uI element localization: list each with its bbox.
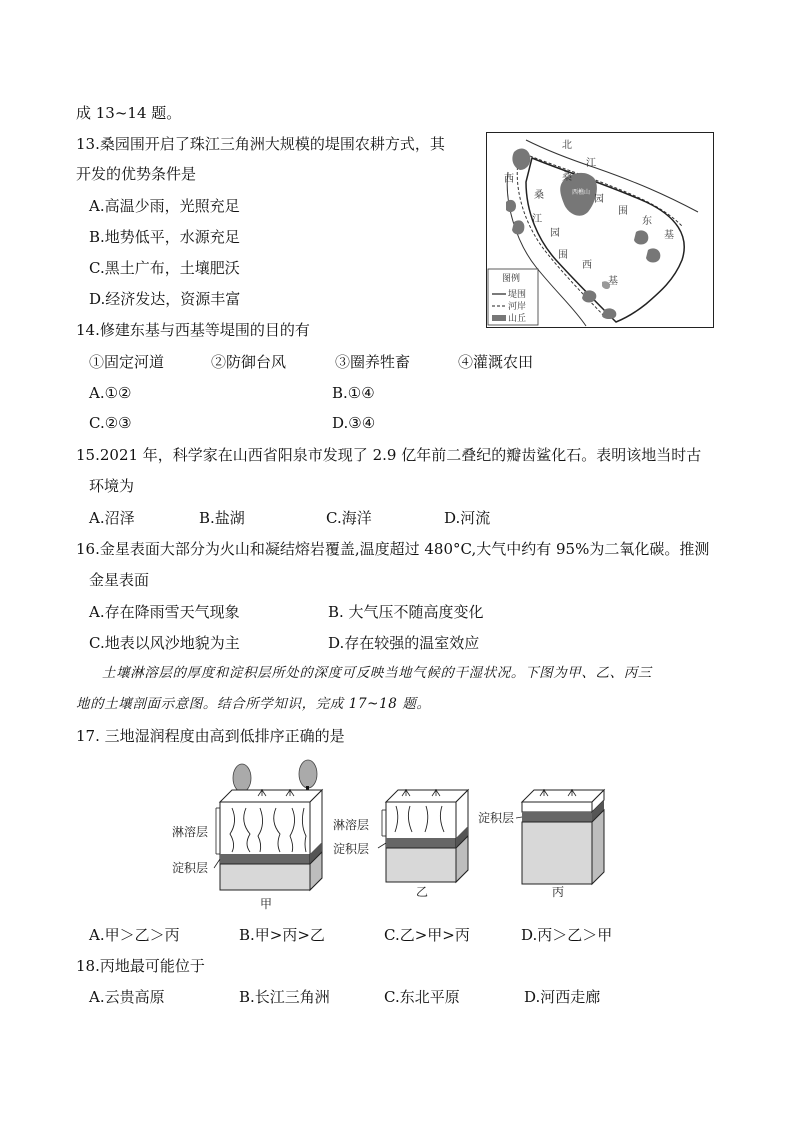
q15-option-b: B.盐湖 (199, 509, 245, 527)
map-label-sang-west: 桑 (534, 190, 544, 201)
legend-dike: 堤围 (508, 290, 527, 300)
q18-option-d: D.河西走廊 (524, 988, 601, 1006)
soil-caption-jia: 甲 (260, 897, 273, 911)
map-label-ji-south: 基 (608, 276, 618, 287)
q16-option-c: C.地表以风沙地貌为主 (89, 634, 240, 652)
q14-option-a: A.①② (89, 384, 132, 402)
q17-option-d: D.丙＞乙＞甲 (521, 926, 613, 944)
legend-bank: 河岸 (508, 302, 527, 312)
q13-option-d: D.经济发达，资源丰富 (89, 290, 241, 308)
material-line1: 土壤淋溶层的厚度和淀积层所处的深度可反映当地气候的干湿状况。下图为甲、乙、丙三 (102, 665, 652, 681)
soil-block-yi (333, 789, 468, 899)
yi-deposit-label: 淀积层 (333, 842, 370, 856)
jia-leaching-label: 淋溶层 (172, 825, 209, 839)
q14-item-1: ①固定河道 (89, 353, 165, 371)
q13-stem-line1: 13.桑园围开启了珠江三角洲大规模的堤围农耕方式，其 (76, 135, 445, 153)
q14-item-3: ③圈养牲畜 (335, 353, 411, 371)
q14-stem: 14.修建东基与西基等堤围的目的有 (76, 321, 310, 339)
q16-option-b: B. 大气压不随高度变化 (328, 603, 484, 621)
q15-option-d: D.河流 (444, 509, 491, 527)
yi-leaching-label: 淋溶层 (333, 818, 370, 832)
q15-option-c: C.海洋 (326, 509, 372, 527)
q13-option-b: B.地势低平，水源充足 (89, 228, 240, 246)
q14-item-2: ②防御台风 (211, 353, 287, 371)
map-label-xi-south: 西 (582, 260, 592, 271)
map-label-dong: 东 (642, 216, 652, 227)
q17-stem: 17. 三地湿润程度由高到低排序正确的是 (76, 727, 345, 745)
q13-option-c: C.黑土广布，土壤肥沃 (89, 259, 240, 277)
soil-caption-bing: 丙 (552, 885, 565, 899)
q18-option-c: C.东北平原 (384, 988, 460, 1006)
q15-option-a: A.沼泽 (89, 509, 135, 527)
q15-stem-line2: 环境为 (89, 477, 135, 495)
jia-deposit-label: 淀积层 (172, 861, 209, 875)
q14-item-4: ④灌溉农田 (458, 353, 534, 371)
q15-stem-line1: 15.2021 年，科学家在山西省阳泉市发现了 2.9 亿年前二叠纪的瓣齿鲨化石。表明该地当时古 (76, 446, 702, 464)
q14-option-b: B.①④ (332, 384, 375, 402)
sangyuanwei-map (486, 132, 714, 328)
soil-profile-diagram (172, 756, 620, 916)
q14-option-c: C.②③ (89, 414, 132, 432)
map-label-ji-east: 基 (664, 230, 674, 241)
soil-block-bing (478, 789, 604, 899)
q17-option-b: B.甲>丙>乙 (239, 926, 325, 944)
q18-stem: 18.丙地最可能位于 (76, 957, 205, 975)
soil-caption-yi: 乙 (416, 885, 429, 899)
map-label-yuan-west: 园 (550, 228, 560, 239)
q13-option-a: A.高温少雨，光照充足 (89, 197, 240, 215)
q17-option-c: C.乙>甲>丙 (384, 926, 470, 944)
q16-stem-line2: 金星表面 (89, 571, 150, 589)
bing-deposit-label: 淀积层 (478, 811, 515, 825)
map-label-wei-west: 围 (558, 250, 568, 261)
q17-option-a: A.甲＞乙＞丙 (89, 926, 180, 944)
map-label-jiang-west: 江 (532, 214, 542, 225)
map-label-sang: 桑 (562, 172, 572, 183)
map-label-bei: 北 (562, 140, 572, 151)
map-label-yuan: 园 (594, 194, 604, 205)
soil-block-jia (172, 760, 322, 911)
intro-tail: 成 13~14 题。 (76, 104, 182, 122)
material-line2: 地的土壤剖面示意图。结合所学知识，完成 17~18 题。 (76, 696, 431, 712)
q16-option-d: D.存在较强的温室效应 (328, 634, 480, 652)
q18-option-a: A.云贵高原 (89, 988, 165, 1006)
q16-option-a: A.存在降雨雪天气现象 (89, 603, 240, 621)
map-label-jiang-north: 江 (586, 158, 596, 169)
map-label-xi: 西 (504, 174, 514, 185)
q18-option-b: B.长江三角洲 (239, 988, 330, 1006)
q16-stem-line1: 16.金星表面大部分为火山和凝结熔岩覆盖,温度超过 480°C,大气中约有 95%为二氧化碳。推测 (76, 540, 710, 558)
map-label-wei: 围 (618, 206, 628, 217)
map-label-mountain: 西樵山 (572, 189, 591, 196)
q14-option-d: D.③④ (332, 414, 376, 432)
legend-title: 图例 (502, 274, 521, 284)
legend-hill: 山丘 (508, 314, 527, 324)
q13-stem-line2: 开发的优势条件是 (76, 165, 197, 183)
